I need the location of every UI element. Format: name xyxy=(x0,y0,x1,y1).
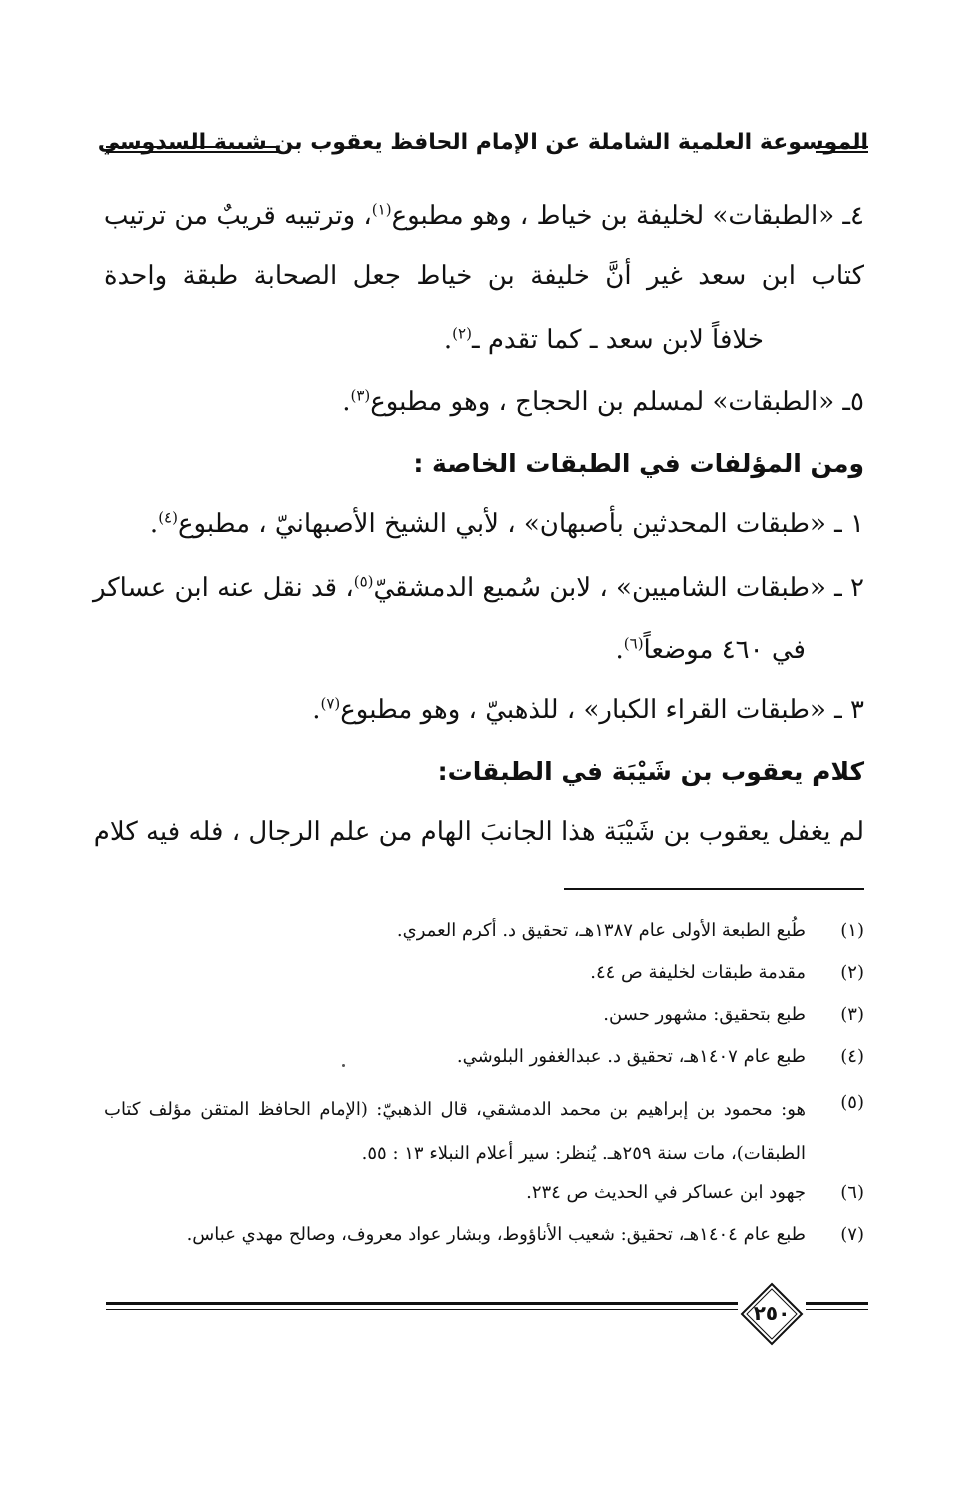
running-header-title: الموسوعة العلمية الشاملة عن الإمام الحافظ يعقوب بن شيبة السدوسي xyxy=(97,130,868,155)
footnote-text: مقدمة طبقات لخليفة ص ٤٤. xyxy=(590,962,806,983)
footer-rule-right xyxy=(106,1302,738,1305)
body-line-11: لم يغفل يعقوب بن شَيْبَة هذا الجانبَ الهام من علم الرجال ، فله فيه كلام xyxy=(93,817,864,847)
footnote-text: هو: محمود بن إبراهيم بن محمد الدمشقي، قال الذهبيّ: (الإمام الحافظ المتقن مؤلف كتاب الطبقات)، مات سنة ٢٥٩هـ. يُنظر: سير أعلام النبلاء ١٣ : ٥٥. xyxy=(104,1099,806,1164)
period: . xyxy=(312,695,321,725)
footnote-number: (٦) xyxy=(840,1182,864,1203)
footnote-5 xyxy=(104,1088,864,1176)
footnote-number: (٧) xyxy=(840,1224,864,1245)
section-heading-special-works: ومن المؤلفات في الطبقات الخاصة : xyxy=(413,449,864,478)
footnote-4 xyxy=(104,1042,864,1072)
footnote-2 xyxy=(104,958,864,988)
page-number: ٢٥٠ xyxy=(753,1301,791,1325)
footnote-3 xyxy=(104,1000,864,1030)
footnote-text: طبع عام ١٤٠٧هـ، تحقيق د. عبدالغفور البلوشي. xyxy=(456,1046,806,1067)
speck xyxy=(342,1064,345,1067)
item-5-text: ٥ـ «الطبقات» لمسلم بن الحجاج ، وهو مطبوع xyxy=(370,387,864,417)
body-line-7 xyxy=(92,568,864,608)
footnote-6 xyxy=(104,1178,864,1208)
item-4-text: ٤ـ «الطبقات» لخليفة بن خياط ، وهو مطبوع xyxy=(391,201,864,231)
special-item-2-text-cont: ، قد نقل عنه ابن عساكر xyxy=(92,573,354,603)
footnote-7 xyxy=(104,1220,864,1250)
body-line-3 xyxy=(104,320,764,360)
footnote-number: (٤) xyxy=(840,1046,864,1067)
footnote-ref-4[interactable]: (٤) xyxy=(158,508,178,527)
special-item-2-line-2: في ٤٦٠ موضعاً xyxy=(643,635,806,665)
footnote-number: (٥) xyxy=(840,1092,864,1113)
footnote-number: (٣) xyxy=(840,1004,864,1025)
footnote-ref-7[interactable]: (٧) xyxy=(320,694,341,713)
special-item-1-text: ١ ـ «طبقات المحدثين بأصبهان» ، لأبي الشيخ الأصبهانيّ ، مطبوع xyxy=(177,509,864,539)
footnote-ref-2[interactable]: (٢) xyxy=(452,324,472,343)
footnote-ref-1[interactable]: (١) xyxy=(371,200,392,219)
footnote-text: طبع بتحقيق: مشهور حسن. xyxy=(603,1004,806,1025)
body-line-9 xyxy=(104,690,864,730)
item-4-text-cont: ، وترتيبه قريبٌ من ترتيب xyxy=(103,201,372,231)
footer-rule-left xyxy=(806,1302,868,1305)
body-line-1 xyxy=(104,196,864,236)
footnote-number: (١) xyxy=(840,920,864,941)
section-heading-yaqub-on-tabaqat: كلام يعقوب بن شَيْبَة في الطبقات: xyxy=(437,757,864,786)
period: . xyxy=(149,509,159,539)
footnote-text: طبع عام ١٤٠٤هـ، تحقيق: شعيب الأناؤوط، وبشار عواد معروف، وصالح مهدي عباس. xyxy=(186,1224,806,1245)
period: . xyxy=(615,635,624,665)
footnote-separator xyxy=(564,888,864,890)
footnote-ref-6[interactable]: (٦) xyxy=(623,634,644,653)
body-line-8 xyxy=(104,630,864,670)
special-item-3-text: ٣ ـ «طبقات القراء الكبار» ، للذهبيّ ، وهو مطبوع xyxy=(340,695,864,725)
body-line-6 xyxy=(104,504,864,544)
header-rule-left xyxy=(106,146,278,148)
body-line-3-text: خلافاً لابن سعد ـ كما تقدم ـ xyxy=(471,325,764,355)
body-line-2: كتاب ابن سعد غير أنَّ خليفة بن خياط جعل الصحابة طبقة واحدة xyxy=(104,261,864,291)
footnote-1 xyxy=(104,916,864,946)
special-item-2-text: ٢ ـ «طبقات الشاميين» ، لابن سُميع الدمشقيّ xyxy=(373,573,864,603)
period: . xyxy=(443,325,453,355)
footnote-number: (٢) xyxy=(840,962,864,983)
header-rule-left-2 xyxy=(106,151,278,153)
body-line-4 xyxy=(104,382,864,422)
footnote-ref-5[interactable]: (٥) xyxy=(353,572,374,591)
footnote-ref-3[interactable]: (٣) xyxy=(350,386,371,405)
period: . xyxy=(342,387,351,417)
footnote-text: جهود ابن عساكر في الحديث ص ٢٣٤. xyxy=(526,1182,806,1203)
footnote-text: طُبع الطبعة الأولى عام ١٣٨٧هـ، تحقيق د. أكرم العمري. xyxy=(396,920,806,941)
